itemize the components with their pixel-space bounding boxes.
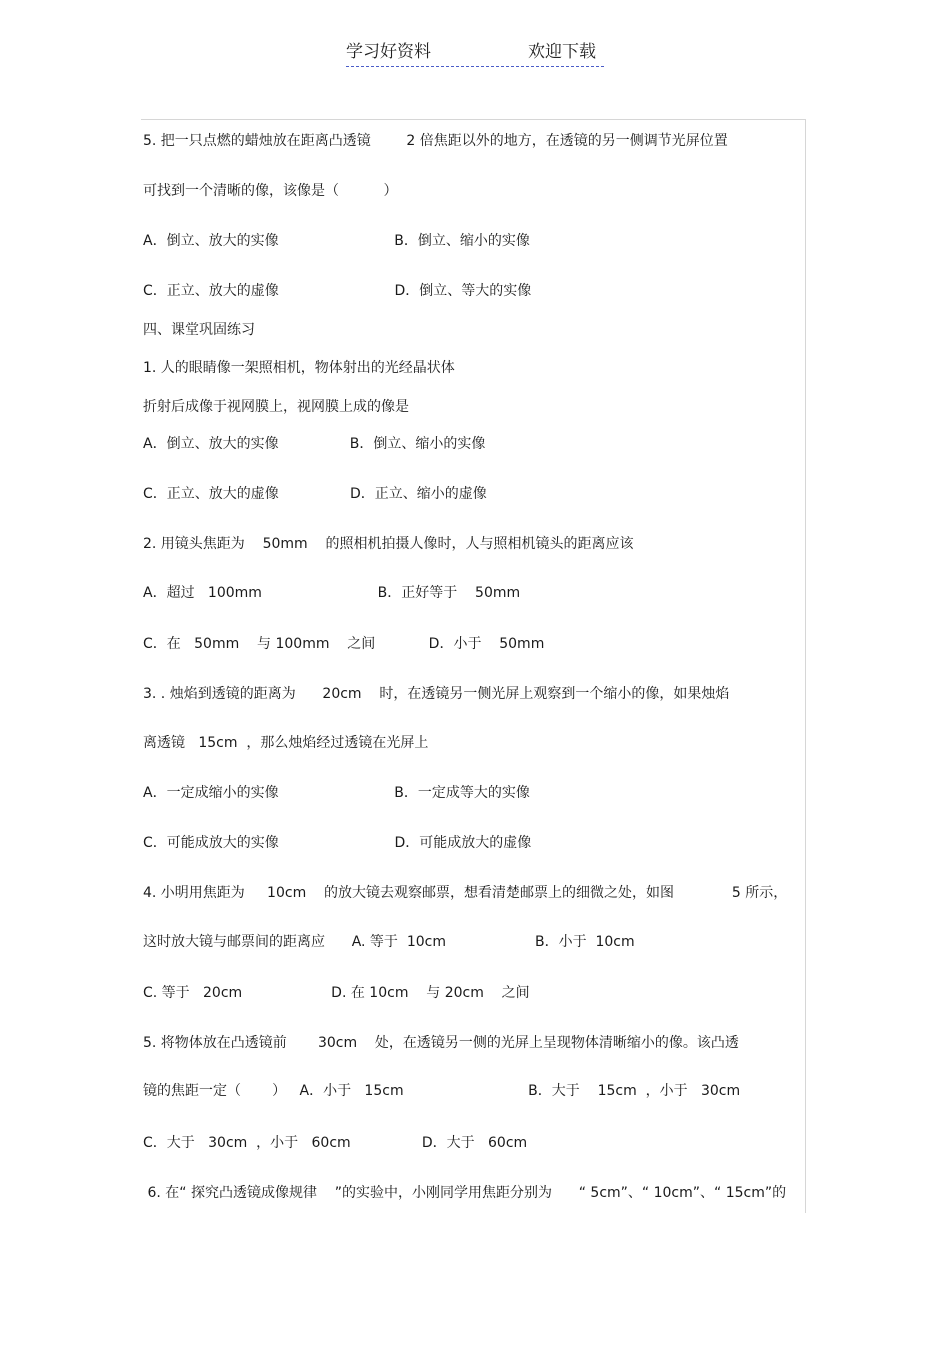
q5-options-ab: A．倒立、放大的实像 B．倒立、缩小的实像 xyxy=(143,233,530,249)
ex1-stem-line-1: 1. 人的眼睛像一架照相机，物体射出的光经晶状体 xyxy=(143,360,455,376)
ex1-stem-line-2: 折射后成像于视网膜上，视网膜上成的像是 xyxy=(143,399,409,415)
q5-options-cd: C．正立、放大的虚像 D．倒立、等大的实像 xyxy=(143,283,532,299)
ex4-stem-line-2: 这时放大镜与邮票间的距离应 A. 等于 10cm B．小于 10cm xyxy=(143,934,635,950)
ex1-options-cd: C．正立、放大的虚像 D．正立、缩小的虚像 xyxy=(143,486,487,502)
ex5-options-cd: C．大于 30cm ，小于 60cm D．大于 60cm xyxy=(143,1135,528,1151)
header-right-text: 欢迎下载 xyxy=(528,42,596,62)
ex1-options-ab: A．倒立、放大的实像 B．倒立、缩小的实像 xyxy=(143,436,486,452)
header-left-text: 学习好资料 xyxy=(346,42,431,62)
ex3-options-ab: A．一定成缩小的实像 B．一定成等大的实像 xyxy=(143,785,530,801)
ex4-stem-line-1: 4. 小明用焦距为 10cm 的放大镜去观察邮票，想看清楚邮票上的细微之处，如图 5 所示， xyxy=(143,885,788,901)
ex3-stem-line-1: 3. . 烛焰到透镜的距离为 20cm 时，在透镜另一侧光屏上观察到一个缩小的像，如果烛焰 xyxy=(143,686,730,702)
page-header xyxy=(346,40,604,67)
ex6-stem-line-1: 6. 在“ 探究凸透镜成像规律 ”的实验中，小刚同学用焦距分别为 “ 5cm”、“ 10cm”、“ 15cm”的 xyxy=(143,1185,787,1201)
ex3-stem-line-2: 离透镜 15cm ，那么烛焰经过透镜在光屏上 xyxy=(143,735,429,751)
ex5-stem-line-1: 5. 将物体放在凸透镜前 30cm 处，在透镜另一侧的光屏上呈现物体清晰缩小的像。该凸透 xyxy=(143,1035,739,1051)
q5-stem-line-1: 5. 把一只点燃的蜡烛放在距离凸透镜 2 倍焦距以外的地方，在透镜的另一侧调节光屏位置 xyxy=(143,133,728,149)
ex2-options-ab: A．超过 100mm B．正好等于 50mm xyxy=(143,585,521,601)
ex4-options-cd: C. 等于 20cm D. 在 10cm 与 20cm 之间 xyxy=(143,985,530,1001)
section-heading: 四、课堂巩固练习 xyxy=(143,322,255,338)
q5-stem-line-2: 可找到一个清晰的像，该像是（ ） xyxy=(143,183,398,199)
ex2-stem: 2. 用镜头焦距为 50mm 的照相机拍摄人像时，人与照相机镜头的距离应该 xyxy=(143,536,634,552)
ex5-stem-line-2: 镜的焦距一定（ ） A．小于 15cm B．大于 15cm ，小于 30cm xyxy=(143,1083,741,1099)
ex3-options-cd: C．可能成放大的实像 D．可能成放大的虚像 xyxy=(143,835,532,851)
ex2-options-cd: C．在 50mm 与 100mm 之间 D．小于 50mm xyxy=(143,636,545,652)
